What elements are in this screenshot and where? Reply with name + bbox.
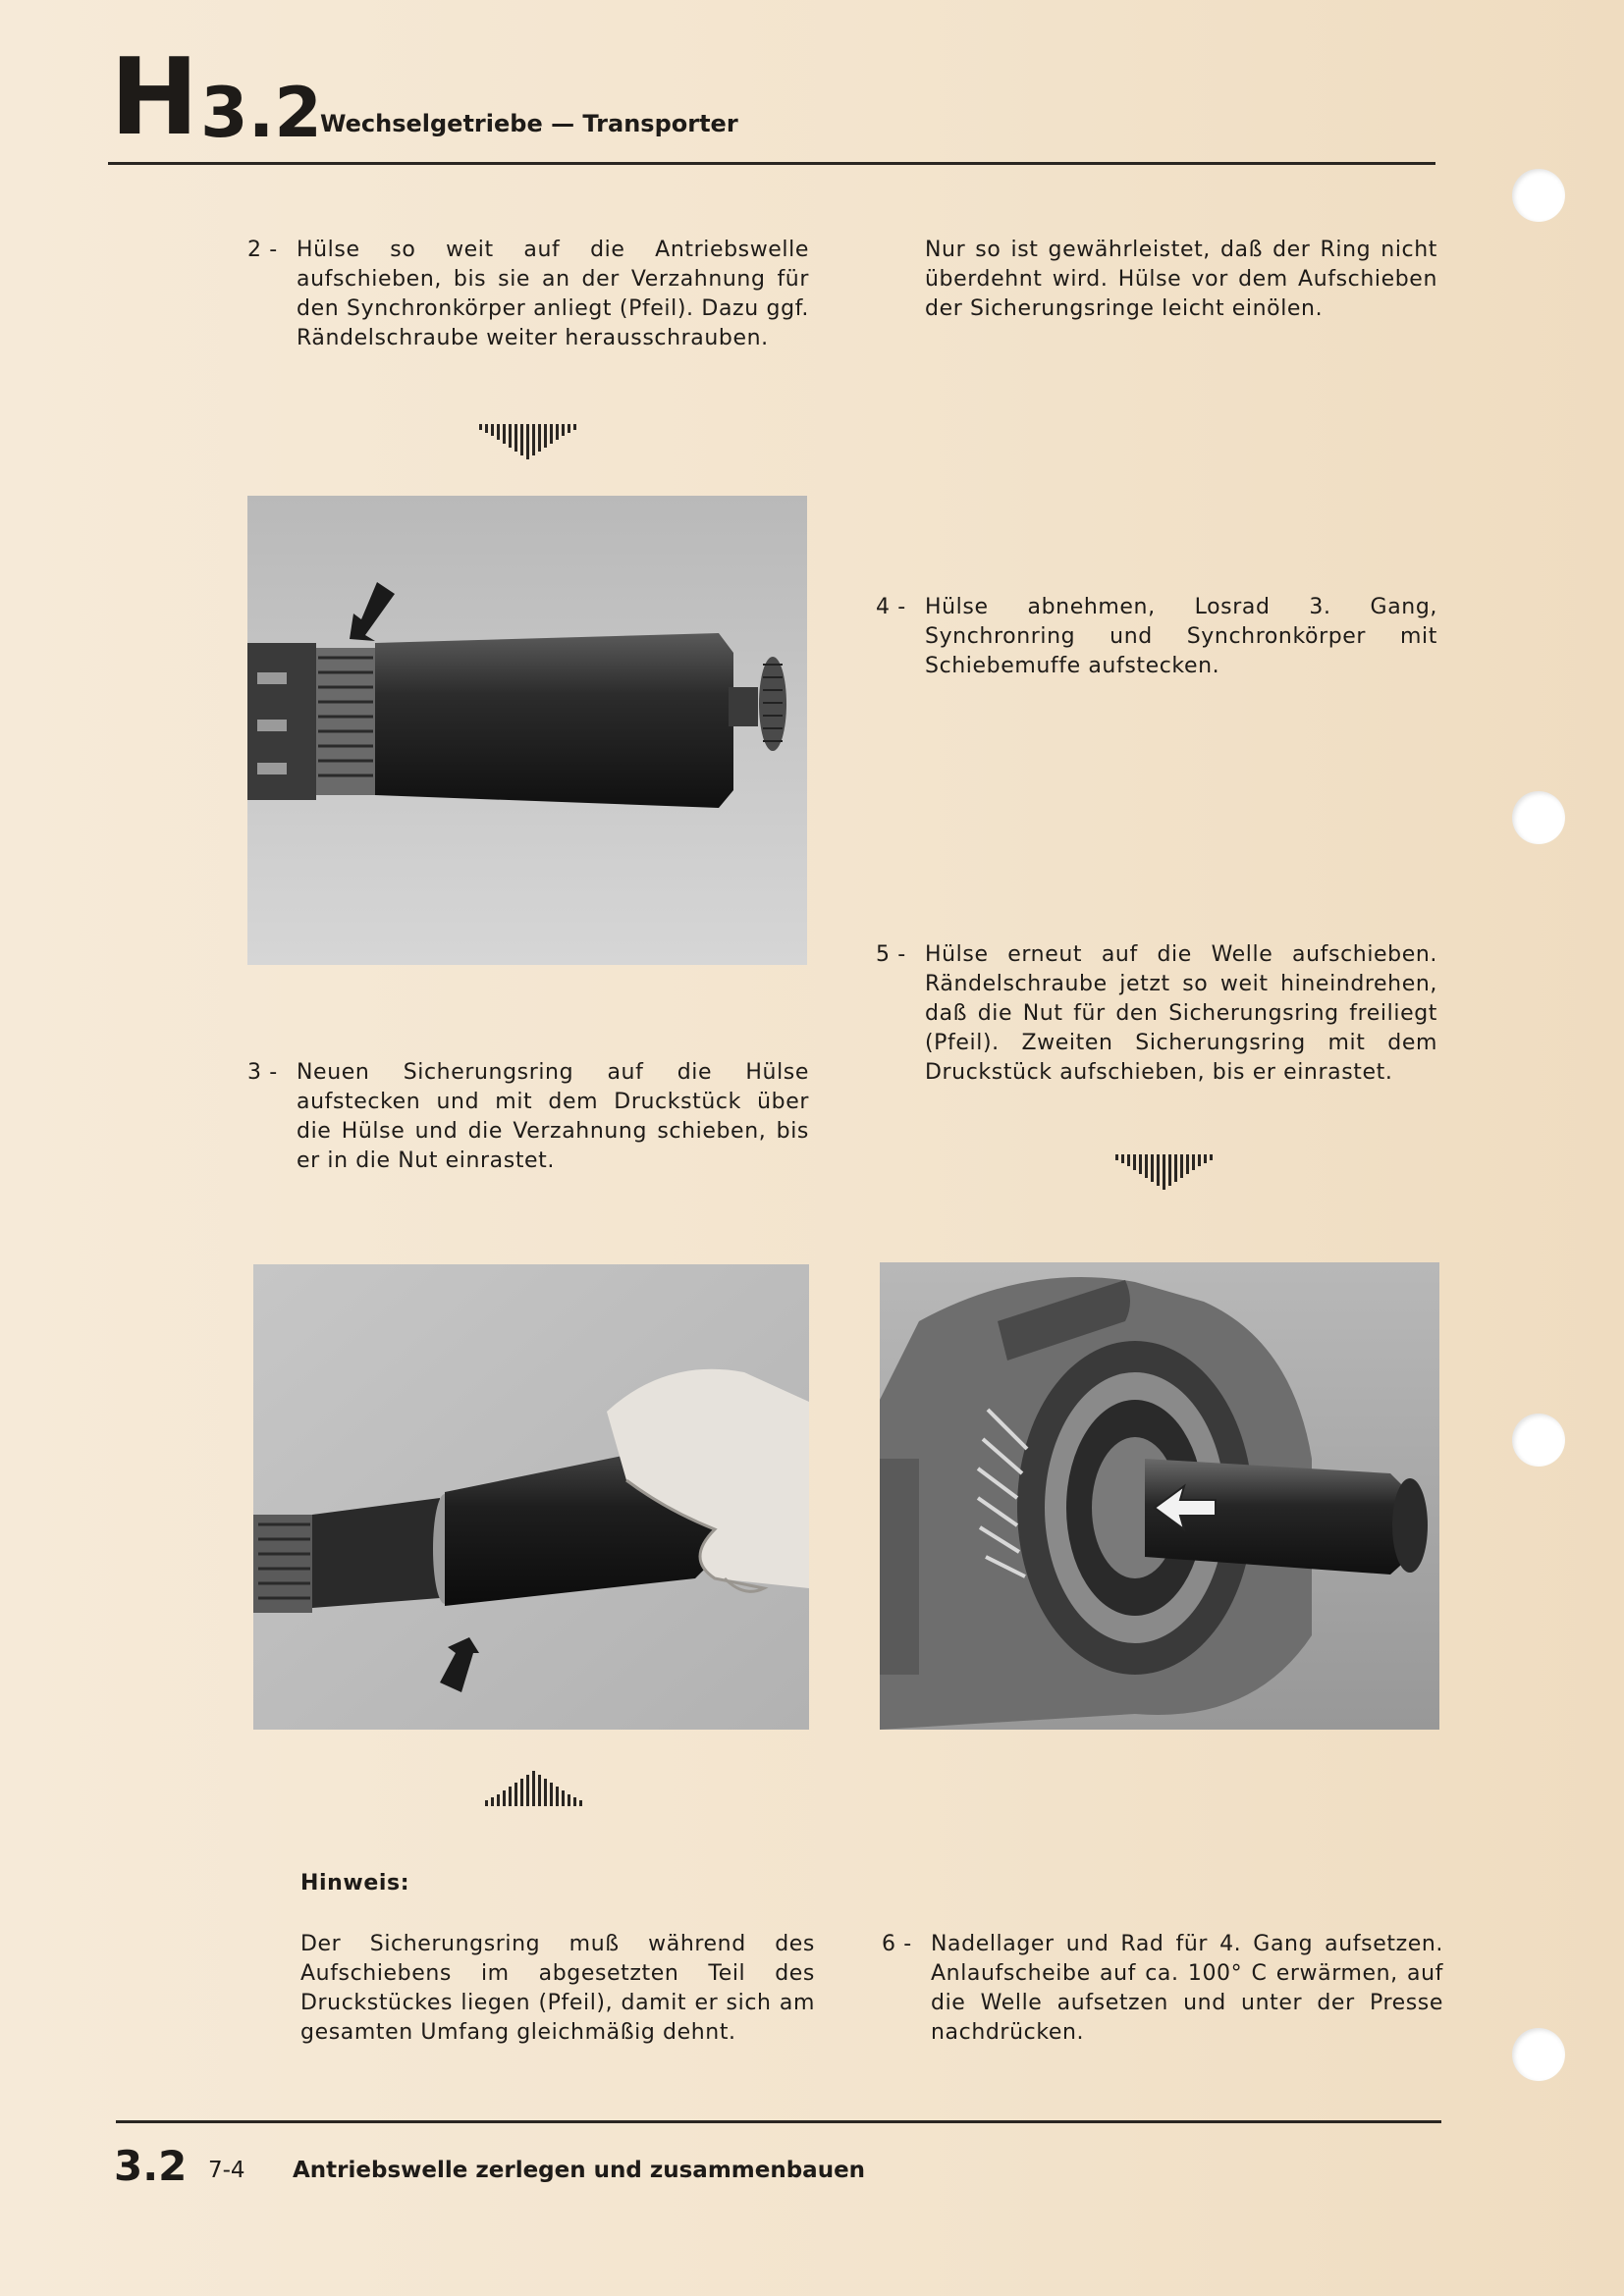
step-number: 3 - [247,1060,278,1085]
step-number: 6 - [882,1932,912,1956]
step-5 [876,940,1437,1088]
section-letter: H [110,36,197,159]
section-number: 3.2 [200,73,323,153]
step-text: Hülse abnehmen, Losrad 3. Gang, Synchronring und Synchronkörper mit Schiebemuffe aufstecken. [925,595,1437,678]
step-number: 2 - [247,238,278,262]
footer-section-number: 3.2 [114,2142,188,2190]
header-rule [108,162,1435,165]
section-title: Wechselgetriebe — Transporter [320,110,738,137]
down-arrow-marker [1110,1150,1218,1194]
punch-hole [1512,169,1565,222]
step-3 [247,1058,809,1176]
step-number: 5 - [876,942,906,967]
punch-hole [1512,791,1565,844]
footer-page-number: 7-4 [208,2158,245,2183]
step-6 [882,1930,1443,2048]
photo-sleeve-on-shaft [247,496,807,965]
step-2 [247,236,809,353]
photo-gearbox-shaft [880,1262,1439,1730]
note-text: Der Sicherungsring muß während des Aufschiebens im abgesetzten Teil des Druckstückes liegen (Pfeil), damit er sich am gesamten Umfang gleichmäßig dehnt. [300,1932,815,2045]
step-4 [876,593,1437,681]
step-text: Nadellager und Rad für 4. Gang aufsetzen. Anlaufscheibe auf ca. 100° C erwärmen, auf die Welle aufsetzen und unter der Presse nachdrücken. [931,1932,1443,2045]
down-arrow-marker [473,420,581,463]
step-text: Neuen Sicherungsring auf die Hülse aufstecken und mit dem Druckstück über die Hülse und die Verzahnung schieben, bis er in die Nut einrastet. [297,1060,809,1173]
step-2-continued: Nur so ist gewährleistet, daß der Ring nicht überdehnt wird. Hülse vor dem Aufschieben der Sicherungsringe leicht einölen. [925,238,1437,321]
step-text: Hülse erneut auf die Welle aufschieben. Rändelschraube jetzt so weit hineindrehen, daß die Nut für den Sicherungsring freiliegt (Pfeil). Zweiten Sicherungsring mit dem Druckstück aufschieben, bis er einrastet. [925,942,1437,1085]
photo-thrust-piece-ring [253,1264,809,1730]
note-title: Hinweis: [300,1871,410,1896]
step-number: 4 - [876,595,906,619]
step-text: Hülse so weit auf die Antriebswelle aufschieben, bis sie an der Verzahnung für den Synchronkörper anliegt (Pfeil). Dazu ggf. Rändelschraube weiter herausschrauben. [297,238,809,350]
punch-hole [1512,2028,1565,2081]
up-arrow-marker [479,1767,587,1810]
punch-hole [1512,1414,1565,1467]
footer-title: Antriebswelle zerlegen und zusammenbauen [293,2158,866,2183]
footer-rule [116,2120,1441,2123]
